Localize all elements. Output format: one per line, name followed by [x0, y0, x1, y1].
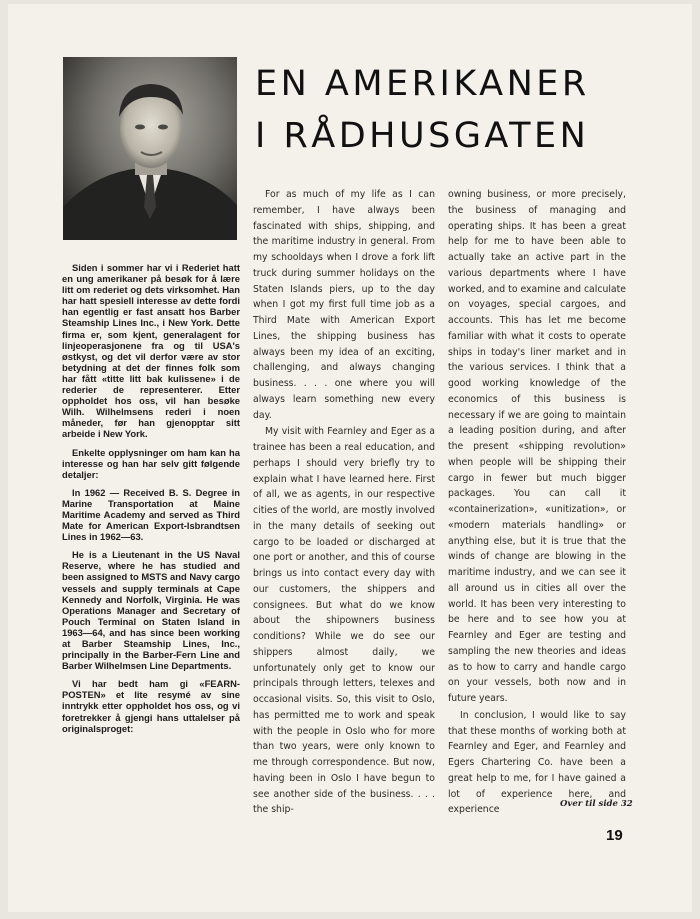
intro-paragraph: Vi har bedt ham gi «FEARN-POSTEN» et lite resymé av sine inntrykk etter oppholdet hos oss, og vi foretrekker å gjengi hans uttalelser på originalsproget: [62, 678, 240, 734]
intro-paragraph: In 1962 — Received B. S. Degree in Marine Transportation at Maine Maritime Academy and served as Third Mate for American Export-Isbrandtsen Lines in 1962—63. [62, 486, 240, 543]
body-paragraph: My visit with Fearnley and Eger as a trainee has been a real education, and perhaps I should very briefly try to explain what I have learned here. First of all, we as agents, in our respective cities of the world, are mostly involved in the many details of seeking out cargo to be loaded or discharged at one port or another, and this of course brings us into contact every day with our customers, the shippers and consignees. But what do we know about the shipowners business conditions? While we do see our shippers almost daily, we unfortunately only get to know our principals through letters, telexes and occasional visits. So, this visit to Oslo, has permitted me to work and speak with the people in Oslo who for more than two years, were only known to me through correspondence. But now, having been in Oslo I have begun to see another side of the business. . . . the ship- [253, 426, 435, 816]
headline-line-1: EN AMERIKANER [255, 64, 590, 104]
body-paragraph: In conclusion, I would like to say that these months of working both at Fearnley and Eger, and Fearnley and Egers Chartering Co. have been a great help to me, for I have gained a lot of experience here, and experience [448, 709, 626, 816]
article-headline [255, 58, 635, 162]
body-column-left [253, 187, 435, 819]
intro-paragraph: Siden i sommer har vi i Rederiet hatt en ung amerikaner på besøk for å lære litt om rederiet og dets virksomhet. Han har hatt spesiell interesse av dette fordi han egentlig er fast ansatt hos Barber Steamship Lines Inc., i New York. Dette firma er, som kjent, generalagent for linjeoperasjonene fra og til USA's østkyst, og det vil derfor være av stor betydning at det der finnes folk som har fått «titte litt bak kulissene» i de rederier de representerer. Etter oppholdet hos oss, vil han besøke Wilh. Wilhelmsens rederi i noen måneder, før han gjenopptar sitt arbeide i New York. [62, 262, 240, 440]
portrait-photo [63, 57, 237, 240]
intro-paragraph: He is a Lieutenant in the US Naval Reserve, where he has studied and been assigned to MSTS and Navy cargo vessels and supply terminals at Cape Kennedy and Norfolk, Virginia. He was Operations Manager and Secretary of Pouch Terminal on Staten Island in 1963—64, and has since been working at Barber Steamship Lines, Inc., principally in the Barber-Fern Line and Barber Wilhelmsen Line Departments. [62, 549, 240, 672]
body-paragraph: For as much of my life as I can remember, I have always been fascinated with ships, shipping, and the maritime industry in general. From my schooldays when I drove a fork lift truck during summer holidays on the Staten Islands piers, up to the day when I got my first full time job as a Third Mate with American Export Lines, the shipping business has always been my idea of an exciting, challenging, and always changing business. . . . one where you will always learn something new every day. [253, 189, 435, 421]
body-paragraph: owning business, or more precisely, the business of managing and operating ships. It has been a great help for me to have been able to actually take an active part in the various departments where I have worked, and to examine and calculate on voyages, special cargoes, and accounts. This has let me become familiar with what it costs to operate ships in today's liner market and in the various services. I think that a good working knowledge of the economics of this business is necessary if we are going to maintain a leading position during, and after the present «shipping revolution» when people will be shipping their cargo in fewer but much bigger packages. You can call it «containerization», «unitization», or «modern materials handling» or anything else, but it is true that the winds of change are blowing in the maritime industry, and we can see it all around us in cities all over the world. It has been very interesting to be here and to see how you at Fearnley and Eger are testing and sampling the new theories and ideas as to how to carry and handle cargo on your vessels, both now and in future years. [448, 189, 626, 704]
page-number: 19 [606, 827, 623, 844]
portrait-figure-icon [63, 57, 237, 240]
intro-column [62, 262, 240, 741]
headline-line-2: I RÅDHUSGATEN [255, 116, 590, 156]
body-column-right [448, 187, 626, 819]
continued-note: Over til side 32 [560, 799, 633, 809]
intro-paragraph: Enkelte opplysninger om ham kan ha interesse og han har selv gitt følgende detaljer: [62, 446, 240, 480]
